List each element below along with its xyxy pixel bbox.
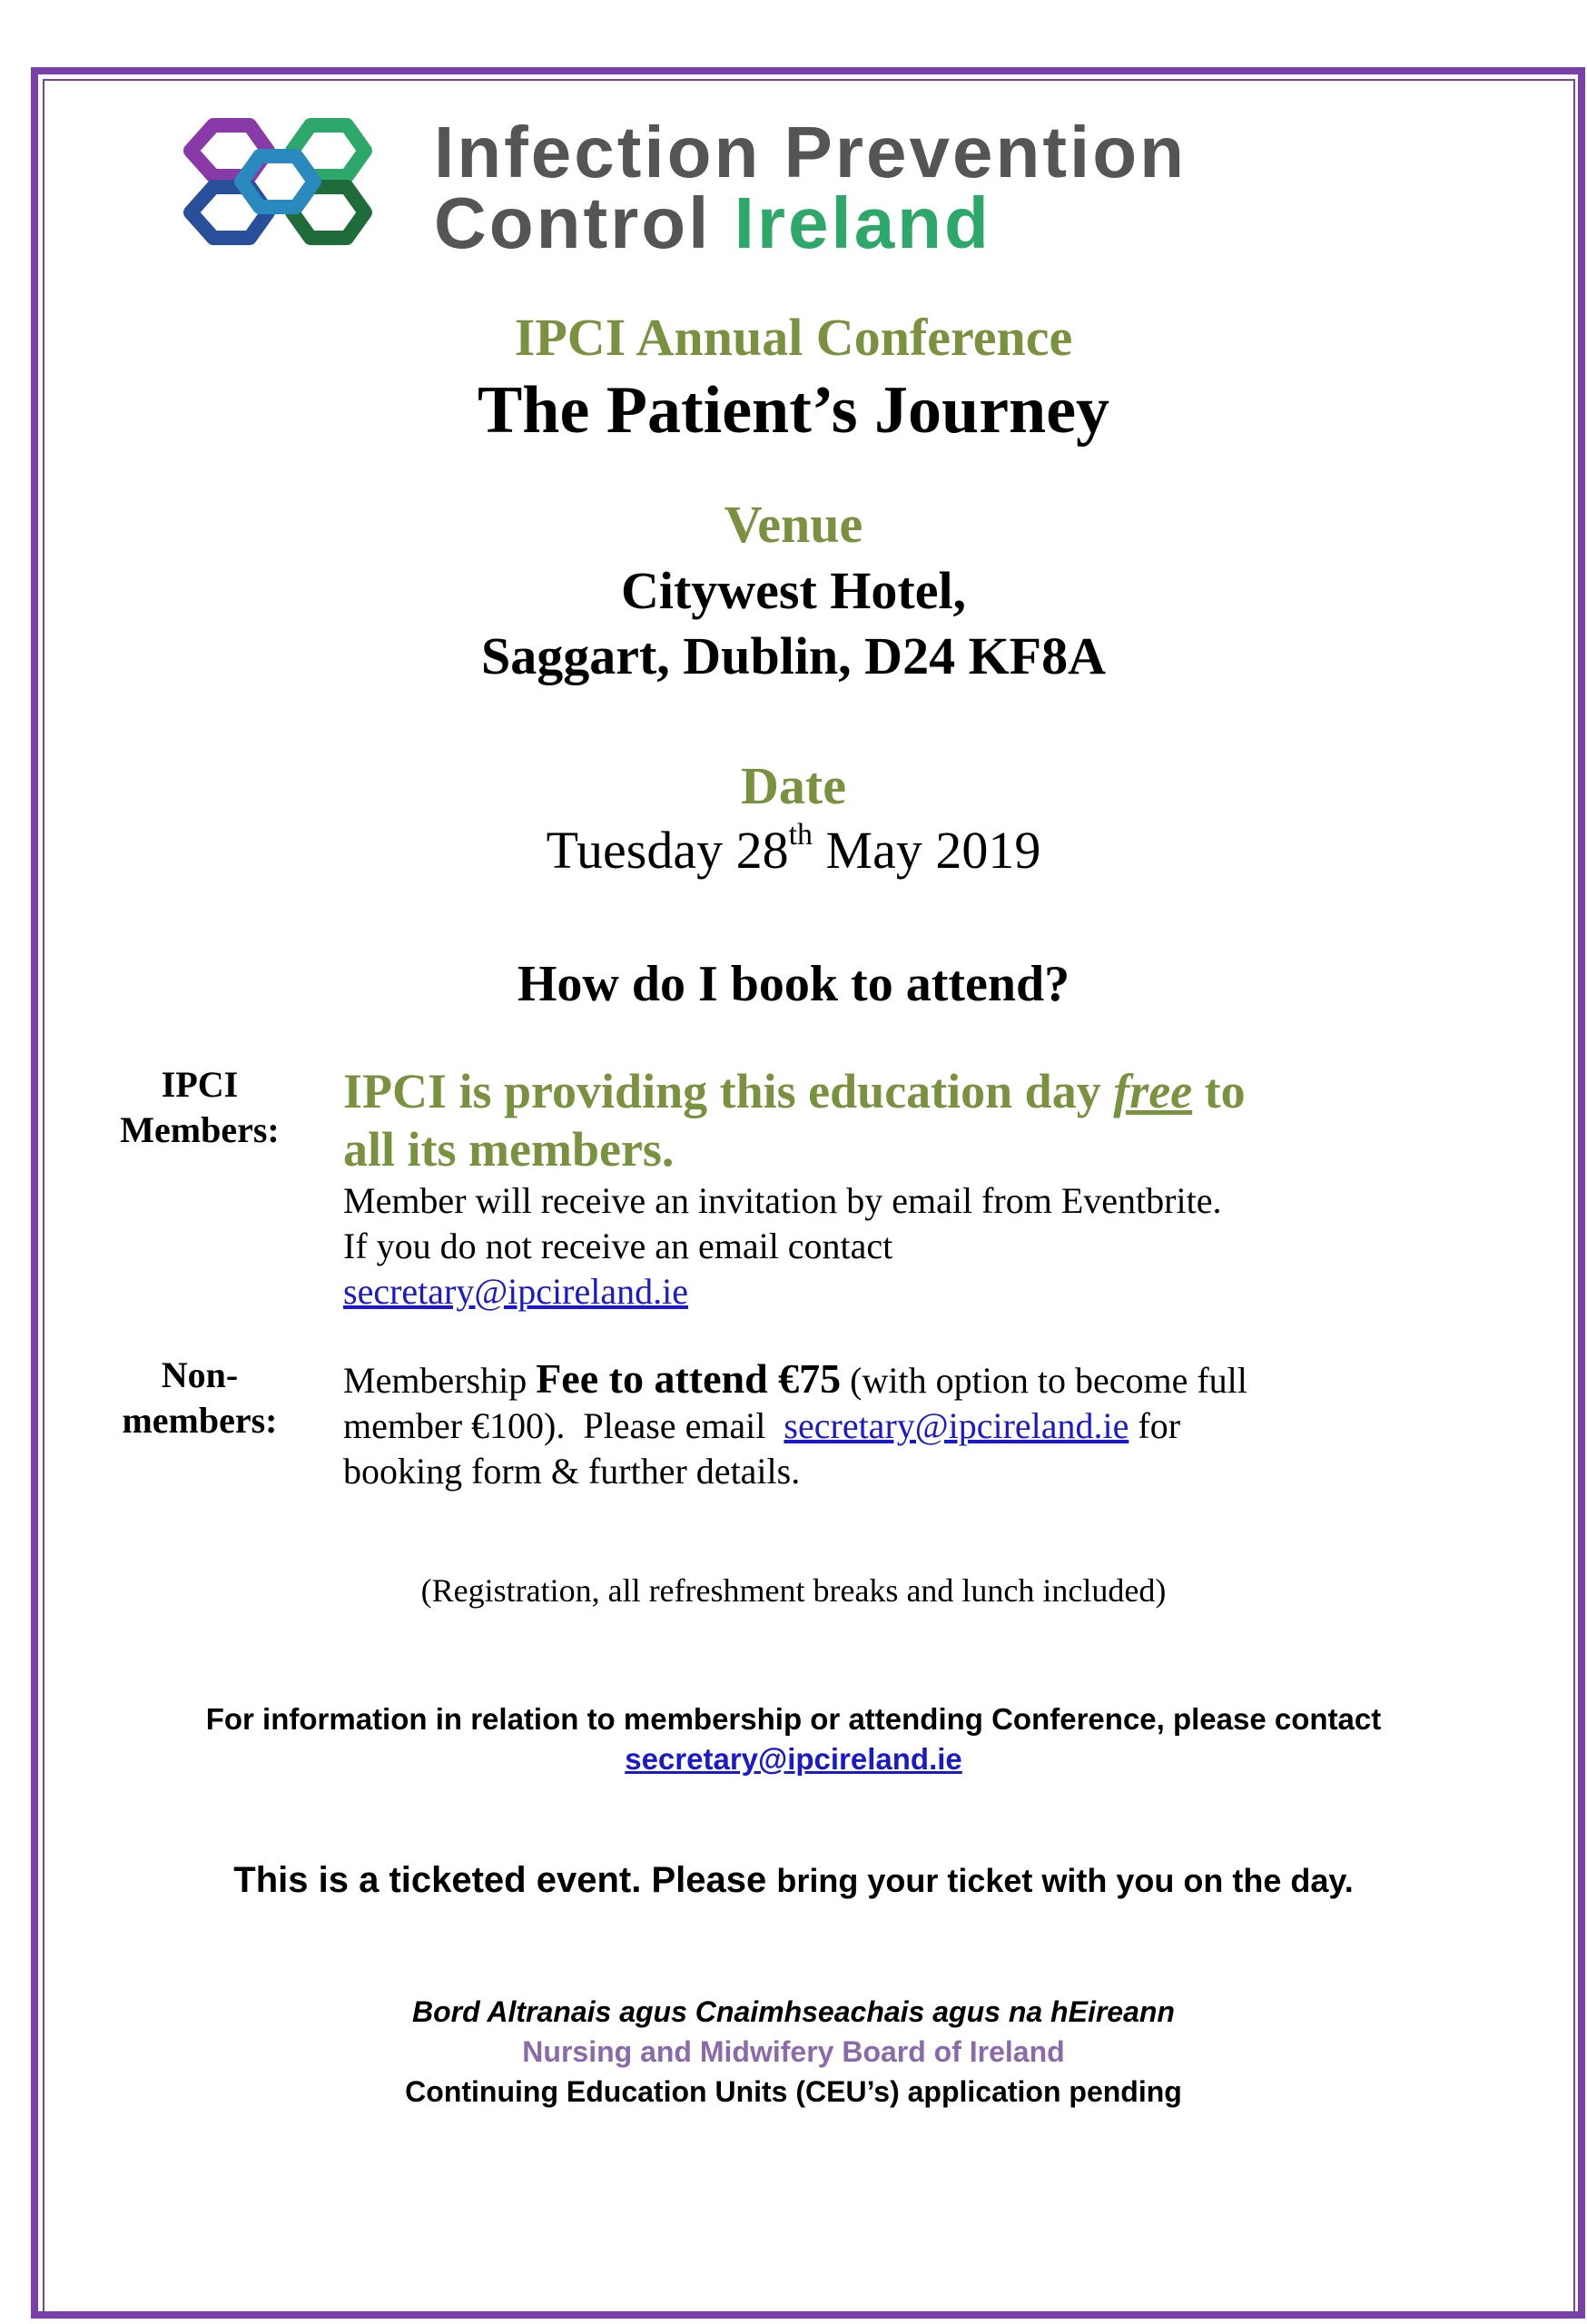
non-members-label-line1: Non- [161, 1354, 239, 1395]
non-members-text-pre: Membership [343, 1360, 537, 1401]
ticket-notice-part2: bring your ticket with you on the day. [776, 1862, 1354, 1899]
footer-nmbi: Nursing and Midwifery Board of Ireland [522, 2035, 1065, 2068]
members-label-line2: Members: [120, 1109, 280, 1150]
non-members-line2 [343, 1403, 1414, 1449]
venue-heading: Venue [724, 495, 863, 554]
ticket-notice [0, 1857, 1587, 1904]
venue-line2: Saggart, Dublin, D24 KF8A [480, 626, 1106, 685]
members-line1: Member will receive an invitation by email from Eventbrite. [343, 1180, 1222, 1221]
ipci-logo-chain-icon [172, 114, 395, 251]
non-members-line3: booking form & further details. [343, 1451, 801, 1492]
logo-text-line1: Infection Prevention [434, 112, 1187, 192]
non-members-label [91, 1353, 309, 1443]
non-members-line2-post: for [1129, 1405, 1181, 1446]
non-members-line2-pre: member €100). Please email [343, 1405, 784, 1446]
date-month-year: May 2019 [813, 821, 1041, 880]
members-headline-post: to [1192, 1064, 1246, 1118]
members-details [343, 1062, 1414, 1315]
date-value [0, 818, 1587, 881]
booking-question: How do I book to attend? [517, 956, 1070, 1012]
members-headline [343, 1062, 1414, 1120]
registration-note: (Registration, all refreshment breaks and lunch included) [420, 1572, 1167, 1609]
contact-email-link[interactable]: secretary@ipcireland.ie [625, 1742, 962, 1776]
ticket-notice-part1: This is a ticketed event. Please [233, 1860, 777, 1900]
contact-info [0, 1699, 1587, 1779]
footer-irish-board: Bord Altranais agus Cnaimhseachais agus na hEireann [412, 1995, 1175, 2028]
members-email-link[interactable]: secretary@ipcireland.ie [343, 1271, 688, 1312]
non-members-fee: Fee to attend €75 [536, 1355, 842, 1402]
logo-text-line2 [434, 182, 991, 263]
logo-text-ireland: Ireland [734, 182, 991, 263]
members-label [91, 1062, 309, 1153]
members-line2: If you do not receive an email contact [343, 1226, 893, 1266]
footer-ceu: Continuing Education Units (CEU’s) application pending [405, 2075, 1182, 2108]
contact-info-text: For information in relation to membership or attending Conference, please contact [205, 1702, 1382, 1736]
non-members-label-line2: members: [122, 1400, 278, 1441]
members-headline-pre: IPCI is providing this education day [343, 1064, 1114, 1118]
members-headline-free: free [1113, 1064, 1193, 1118]
non-members-email-link[interactable]: secretary@ipcireland.ie [784, 1405, 1129, 1446]
logo-text-control: Control [434, 182, 712, 263]
members-headline-line2: all its members. [343, 1122, 675, 1177]
non-members-line1 [343, 1356, 1414, 1403]
non-members-text-mid: (with option to become full [841, 1360, 1247, 1401]
non-members-details [343, 1356, 1414, 1494]
date-heading: Date [741, 756, 846, 815]
conference-title: IPCI Annual Conference [514, 308, 1073, 367]
venue-line1: Citywest Hotel, [620, 561, 967, 620]
date-day: Tuesday 28 [546, 821, 789, 880]
date-suffix: th [788, 818, 813, 852]
conference-theme: The Patient’s Journey [477, 373, 1110, 448]
members-label-line1: IPCI [161, 1064, 239, 1105]
